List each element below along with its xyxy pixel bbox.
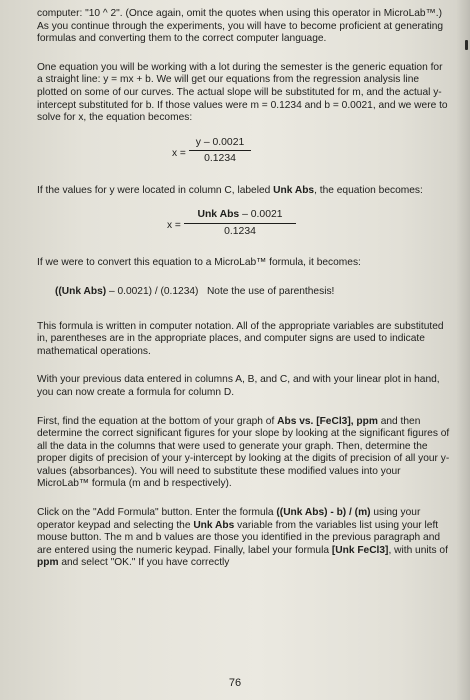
equation-unk-abs	[37, 209, 450, 245]
paragraph-significant-figures: First, find the equation at the bottom of your graph of Abs vs. [FeCl3], ppm and then determine the correct significant figures for your slope by looking at the significant figures of all the data in the columns that were used to generate your graph. Then, determine the proper digits of precision of your y-intercept by looking at the digits of precision of all your y-values (absorbances). You will need to substitute these modified values into your MicroLab™ formula (m and b respectively).	[37, 415, 450, 490]
equation-lhs: x =	[167, 220, 181, 232]
equation-fraction	[189, 137, 251, 166]
paragraph-computer-notation: This formula is written in computer notation. All of the appropriate variables are substituted in, parentheses are in the appropriate places, and computer signs are used to indicate mathematical operations.	[37, 320, 444, 357]
microlab-formula: ((Unk Abs) – 0.0021) / (0.1234) Note the use of parenthesis!	[55, 285, 335, 297]
paragraph-convert-formula: If we were to convert this equation to a MicroLab™ formula, it becomes:	[37, 257, 361, 269]
paragraph-operator-note: computer: "10 ^ 2". (Once again, omit the quotes when using this operator in MicroLab™.) As you continue through the experiments, you will have to become proficient at generating formulas and converting them to the correct computer language.	[37, 8, 444, 45]
equation-numerator: Unk Abs – 0.0021	[197, 209, 283, 221]
equation-solve-x	[37, 137, 450, 173]
paragraph-add-formula: Click on the "Add Formula" button. Enter the formula ((Unk Abs) - b) / (m) using your operator keypad and selecting the Unk Abs variable from the variables list using your left mouse button. The m and b values are those you identified in the previous paragraph and are entered using the numeric keypad. Finally, label your formula [Unk FeCl3], with units of ppm and select "OK." If you have correctly	[37, 507, 448, 569]
equation-fraction	[184, 209, 296, 238]
paragraph-straight-line: One equation you will be working with a lot during the semester is the generic equation for a straight line: y = mx + b. We will get our equations from the regression analysis line plotted on some of our curves. The actual slope will be substituted for m, and the actual y-intercept substituted for b. If those values were m = 0.1234 and b = 0.0021, and we were to solve for x, the equation becomes:	[37, 61, 448, 124]
paragraph-column-d: With your previous data entered in columns A, B, and C, and with your linear plot in hand, you can now create a formula for column D.	[37, 374, 440, 398]
equation-numerator: y – 0.0021	[195, 136, 245, 148]
paragraph-column-c: If the values for y were located in column C, labeled Unk Abs, the equation becomes:	[37, 184, 423, 196]
equation-denominator: 0.1234	[204, 153, 236, 165]
equation-denominator: 0.1234	[224, 225, 256, 237]
equation-lhs: x =	[172, 147, 186, 159]
page-number: 76	[228, 677, 242, 689]
formula-note: Note the use of parenthesis!	[206, 285, 335, 297]
page-edge-mark	[465, 40, 468, 50]
page-fold-shadow	[456, 0, 470, 700]
page-content	[37, 8, 450, 570]
